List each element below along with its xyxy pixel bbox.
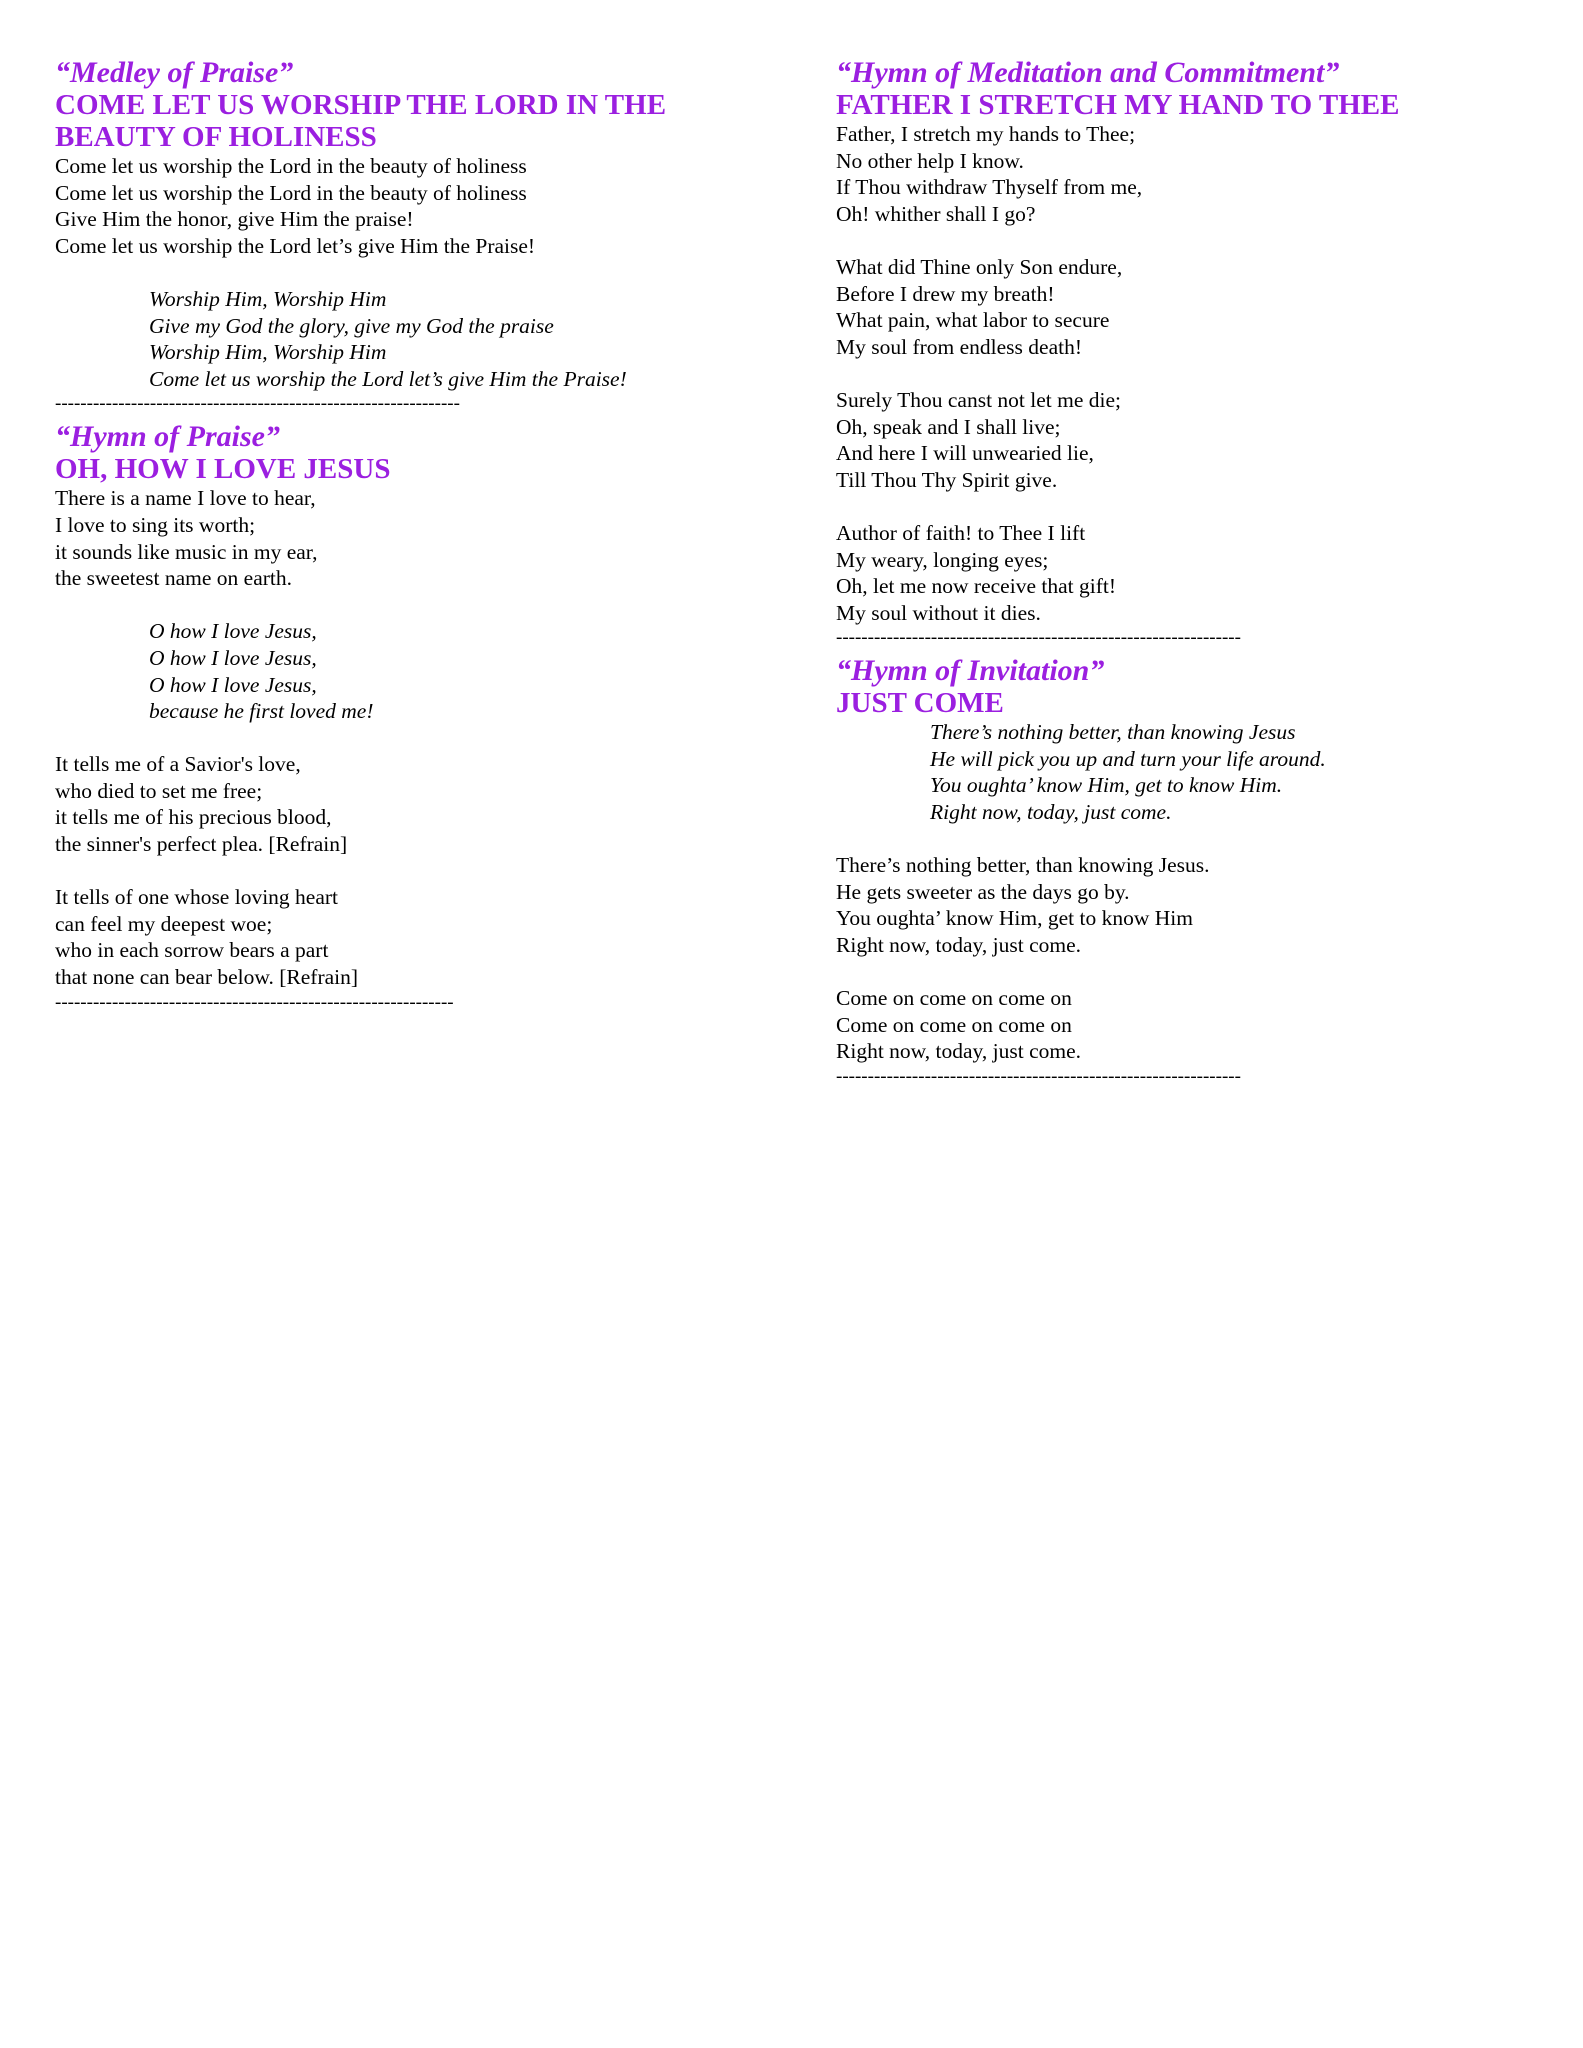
lyric-line: that none can bear below. [Refrain] bbox=[55, 965, 359, 990]
medley-section bbox=[55, 56, 815, 416]
lyric-line: Author of faith! to Thee I lift bbox=[836, 520, 1086, 545]
praise-section bbox=[55, 420, 815, 1014]
verse bbox=[836, 520, 1583, 626]
lyric-line: it sounds like music in my ear, bbox=[55, 539, 318, 564]
section-label: “Hymn of Praise” bbox=[55, 420, 280, 454]
refrain-line: O how I love Jesus, bbox=[149, 645, 317, 670]
refrain-line: O how I love Jesus, bbox=[149, 619, 317, 644]
left-column bbox=[55, 56, 815, 1019]
verse bbox=[836, 254, 1583, 360]
lyric-line: Come on come on come on bbox=[836, 986, 1072, 1011]
verse bbox=[836, 121, 1583, 227]
section-divider: ---------------------------------------------------------------- bbox=[836, 1066, 1241, 1087]
lyric-line: My soul without it dies. bbox=[836, 600, 1041, 625]
lyric-line: And here I will unwearied lie, bbox=[836, 441, 1094, 466]
refrain-line: He will pick you up and turn your life around. bbox=[930, 746, 1326, 771]
section-label: “Medley of Praise” bbox=[55, 56, 294, 89]
lyric-line: Give Him the honor, give Him the praise! bbox=[55, 207, 414, 232]
lyric-line: can feel my deepest woe; bbox=[55, 911, 273, 936]
lyric-line: He gets sweeter as the days go by. bbox=[836, 879, 1130, 904]
lyric-line: Right now, today, just come. bbox=[836, 1039, 1082, 1064]
lyric-line: Come let us worship the Lord let’s give Him the Praise! bbox=[55, 233, 536, 258]
refrain-line: You oughta’ know Him, get to know Him. bbox=[930, 773, 1283, 798]
lyric-line: It tells me of a Savior's love, bbox=[55, 752, 301, 777]
section-divider: --------------------------------------------------------------- bbox=[55, 991, 454, 1013]
lyric-line: Come let us worship the Lord in the beauty of holiness bbox=[55, 154, 527, 178]
meditation-section bbox=[836, 56, 1583, 650]
verse bbox=[55, 485, 815, 591]
refrain-line: Right now, today, just come. bbox=[930, 800, 1172, 825]
lyric-line: You oughta’ know Him, get to know Him bbox=[836, 906, 1193, 931]
song-title: FATHER I STRETCH MY HAND TO THEE bbox=[836, 89, 1400, 121]
lyric-line: There is a name I love to hear, bbox=[55, 486, 316, 511]
lyric-line: the sinner's perfect plea. [Refrain] bbox=[55, 832, 348, 857]
refrain-line: There’s nothing better, than knowing Jesus bbox=[930, 720, 1296, 745]
refrain-line: Worship Him, Worship Him bbox=[149, 286, 387, 311]
verse bbox=[55, 751, 815, 857]
refrain bbox=[55, 618, 815, 724]
lyric-line: My soul from endless death! bbox=[836, 334, 1083, 359]
song-title-line: BEAUTY OF HOLINESS bbox=[55, 121, 377, 153]
section-divider: ---------------------------------------------------------------- bbox=[55, 393, 460, 415]
lyric-line: Come on come on come on bbox=[836, 1012, 1072, 1037]
lyric-line: Oh, speak and I shall live; bbox=[836, 414, 1061, 439]
lyric-line: Father, I stretch my hands to Thee; bbox=[836, 122, 1136, 146]
right-column bbox=[836, 56, 1583, 1093]
song-title: OH, HOW I LOVE JESUS bbox=[55, 453, 391, 486]
lyric-line: Oh, let me now receive that gift! bbox=[836, 574, 1116, 599]
lyric-line: I love to sing its worth; bbox=[55, 512, 256, 537]
invitation-section bbox=[836, 654, 1583, 1089]
verse bbox=[55, 884, 815, 990]
section-divider: ---------------------------------------------------------------- bbox=[836, 627, 1241, 649]
lyric-line: It tells of one whose loving heart bbox=[55, 885, 339, 910]
lyric-line: Right now, today, just come. bbox=[836, 933, 1082, 958]
song-title-line: COME LET US WORSHIP THE LORD IN THE bbox=[55, 89, 667, 121]
lyric-line: There’s nothing better, than knowing Jesus. bbox=[836, 853, 1210, 878]
refrain-line: O how I love Jesus, bbox=[149, 672, 317, 697]
refrain bbox=[836, 719, 1583, 825]
verse bbox=[836, 387, 1583, 493]
refrain-line: Give my God the glory, give my God the praise bbox=[149, 313, 554, 338]
lyric-line: it tells me of his precious blood, bbox=[55, 805, 332, 830]
lyric-line: What pain, what labor to secure bbox=[836, 308, 1110, 333]
verse bbox=[836, 985, 1583, 1065]
lyric-line: No other help I know. bbox=[836, 148, 1024, 173]
lyric-line: who died to set me free; bbox=[55, 778, 263, 803]
lyric-line: Oh! whither shall I go? bbox=[836, 201, 1036, 226]
lyric-line: Come let us worship the Lord in the beauty of holiness bbox=[55, 180, 527, 205]
lyric-line: the sweetest name on earth. bbox=[55, 566, 293, 591]
refrain bbox=[55, 286, 815, 392]
refrain-line: Come let us worship the Lord let’s give Him the Praise! bbox=[149, 366, 627, 391]
lyric-line: My weary, longing eyes; bbox=[836, 547, 1049, 572]
refrain-line: Worship Him, Worship Him bbox=[149, 340, 387, 365]
lyric-line: Till Thou Thy Spirit give. bbox=[836, 467, 1058, 492]
lyric-line: If Thou withdraw Thyself from me, bbox=[836, 175, 1143, 200]
song-title: JUST COME bbox=[836, 687, 1004, 720]
section-label: “Hymn of Invitation” bbox=[836, 654, 1105, 688]
lyric-line: who in each sorrow bears a part bbox=[55, 938, 329, 963]
lyric-line: Before I drew my breath! bbox=[836, 281, 1055, 306]
verse bbox=[55, 153, 815, 259]
lyric-line: What did Thine only Son endure, bbox=[836, 254, 1123, 279]
section-label: “Hymn of Meditation and Commitment” bbox=[836, 56, 1340, 89]
refrain-line: because he first loved me! bbox=[149, 699, 374, 724]
verse bbox=[836, 852, 1583, 958]
lyric-line: Surely Thou canst not let me die; bbox=[836, 387, 1122, 412]
